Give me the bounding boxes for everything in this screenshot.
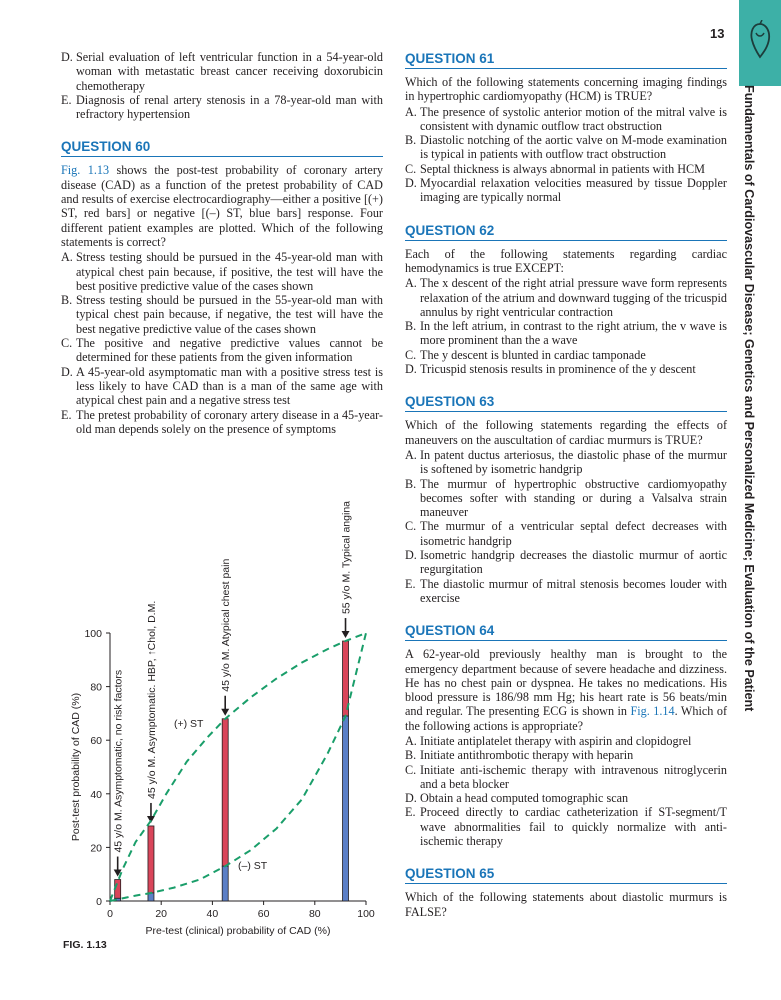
option-c: C. The murmur of a ventricular septal defect decreases with isometric handgrip — [405, 519, 727, 548]
negative-bar — [343, 716, 349, 901]
case-label: 55 y/o M. Typical angina — [340, 500, 353, 615]
case-label: 45 y/o M. Asymptomatic, no risk factors — [112, 669, 125, 853]
option-c: C. The positive and negative predictive values cannot be determined for these patients from the given information — [61, 336, 383, 365]
question-60 — [61, 138, 383, 436]
option-b: B. In the left atrium, in contrast to the right atrium, the v wave is more prominent than the a wave — [405, 319, 727, 348]
option-c: C. Initiate anti-ischemic therapy with intravenous nitroglycerin and a beta blocker — [405, 762, 727, 791]
question-stem: Which of the following statements regarding the effects of maneuvers on the auscultation of cardiac murmurs is TRUE? — [405, 418, 727, 447]
heart-icon — [747, 20, 773, 60]
option-a: A. Initiate antiplatelet therapy with aspirin and clopidogrel — [405, 733, 692, 748]
y-tick-label: 40 — [90, 788, 102, 801]
negative-bar — [222, 866, 228, 901]
case-label: 45 y/o M. Asymptomatic. HBP, ↑Chol, D.M. — [145, 600, 158, 799]
question-stem: Which of the following statements concerning imaging findings in hypertrophic cardiomyopathy (HCM) is TRUE? — [405, 75, 727, 104]
option-d: D. Myocardial relaxation velocities measured by tissue Doppler imaging are typically normal — [405, 176, 727, 205]
positive-st-label: (+) ST — [174, 717, 204, 730]
question-stem: Each of the following statements regarding cardiac hemodynamics is true EXCEPT: — [405, 246, 727, 275]
question-stem: Fig. 1.13 shows the post-test probability of coronary artery disease (CAD) as a function of the pretest probability of CAD and results of exercise electrocardiography—either a positive [(+) ST, red bars] or negative [(–) ST, blue bars] response. Four different patient examples are plotted. Which of the following statements is correct? — [61, 163, 383, 249]
question-61 — [405, 50, 727, 205]
case-arrow-head — [342, 631, 350, 638]
option-d: D. Serial evaluation of left ventricular function in a 54-year-old woman with metastatic breast cancer receiving doxorubicin chemotherapy — [61, 50, 383, 93]
x-tick-label: 0 — [107, 908, 113, 920]
x-axis-label: Pre-test (clinical) probability of CAD (%) — [145, 925, 331, 937]
case-label: 45 y/o M. Atypical chest pain — [220, 558, 233, 692]
option-b: B. Diastolic notching of the aortic valve on M-mode examination is typical in patients with outflow tract obstruction — [405, 133, 727, 162]
running-title: Fundamentals of Cardiovascular Disease; Genetics and Personalized Medicine; Evaluation of the Patient — [742, 85, 756, 712]
question-heading: QUESTION 64 — [405, 622, 727, 641]
option-a: A. The presence of systolic anterior motion of the mitral valve is consistent with dynamic outflow tract obstruction — [405, 104, 727, 133]
negative-st-label: (–) ST — [238, 859, 268, 872]
x-tick-label: 20 — [155, 908, 168, 920]
question-heading: QUESTION 61 — [405, 50, 727, 69]
question-stem: A 62-year-old previously healthy man is brought to the emergency department because of severe headache and dizziness. He has no chest pain or dyspnea. He takes no medications. His blood pressure is 186/98 mm Hg; his heart rate is 56 beats/min and regular. The presenting ECG is shown in Fig. 1.14. Which of the following actions is appropriate? — [405, 647, 728, 733]
figure-link[interactable]: Fig. 1.13 — [61, 163, 110, 178]
question-62 — [405, 222, 727, 377]
option-a: A. Stress testing should be pursued in the 45-year-old man with atypical chest pain because, if positive, the test will have the best positive predictive value of the cases shown — [61, 250, 383, 293]
previous-question-options — [61, 50, 383, 121]
option-b: B. Stress testing should be pursued in the 55-year-old man with typical chest pain because, if negative, the test will have the best negative predictive value of the cases shown — [61, 293, 383, 336]
x-tick-label: 60 — [257, 908, 270, 920]
positive-bar — [222, 719, 228, 866]
option-d: D. Obtain a head computed tomographic scan — [405, 791, 629, 806]
y-axis-label: Post-test probability of CAD (%) — [70, 692, 82, 842]
x-tick-label: 100 — [357, 908, 375, 920]
question-65 — [405, 865, 727, 919]
question-heading: QUESTION 63 — [405, 393, 727, 412]
case-arrow-head — [221, 709, 229, 716]
option-b: B. Initiate antithrombotic therapy with heparin — [405, 748, 634, 763]
y-tick-label: 80 — [90, 681, 102, 694]
question-heading: QUESTION 62 — [405, 222, 727, 241]
figure-label: FIG. 1.13 — [63, 939, 107, 951]
question-stem: Which of the following statements about diastolic murmurs is FALSE? — [405, 890, 727, 919]
question-63 — [405, 393, 727, 605]
positive-bar — [148, 826, 154, 893]
x-tick-label: 80 — [308, 908, 321, 920]
y-tick-label: 0 — [96, 896, 102, 908]
option-d: D. Isometric handgrip decreases the diastolic murmur of aortic regurgitation — [405, 548, 727, 577]
option-d: D. Tricuspid stenosis results in prominence of the y descent — [405, 362, 696, 377]
option-e: E. The pretest probability of coronary artery disease in a 45-year-old man depends solely on the presence of symptoms — [61, 407, 383, 436]
option-c: C. Septal thickness is always abnormal in patients with HCM — [405, 161, 706, 176]
option-a: A. In patent ductus arteriosus, the diastolic phase of the murmur is softened by isometric handgrip — [405, 447, 727, 477]
option-c: C. The y descent is blunted in cardiac tamponade — [405, 347, 646, 362]
x-tick-label: 40 — [206, 908, 219, 920]
option-e: E. The diastolic murmur of mitral stenosis becomes louder with exercise — [405, 576, 727, 605]
option-e: E. Diagnosis of renal artery stenosis in a 78-year-old man with refractory hypertension — [61, 92, 383, 122]
question-heading: QUESTION 60 — [61, 138, 383, 157]
figure-link[interactable]: Fig. 1.14 — [630, 704, 675, 719]
question-64 — [405, 622, 727, 848]
y-tick-label: 20 — [90, 842, 102, 855]
y-tick-label: 100 — [84, 628, 102, 640]
option-b: B. The murmur of hypertrophic obstructive cardiomyopathy becomes softer with standing or during a Valsalva strain maneuver — [405, 476, 727, 520]
page-number: 13 — [710, 26, 725, 41]
question-heading: QUESTION 65 — [405, 865, 727, 884]
option-e: E. Proceed directly to cardiac catheterization if ST-segment/T wave abnormalities fail to quickly normalize with anti-ischemic therapy — [405, 805, 727, 849]
right-column — [405, 50, 727, 936]
left-column — [61, 50, 383, 453]
option-a: A. The x descent of the right atrial pressure wave form represents relaxation of the atrium and downward tugging of the tricuspid annulus by right ventricular contraction — [405, 276, 727, 319]
option-d: D. A 45-year-old asymptomatic man with a positive stress test is less likely to have CAD than is a man of the same age with atypical chest pain and a negative stress test — [61, 364, 383, 408]
figure-1-13-chart — [61, 495, 381, 940]
y-tick-label: 60 — [90, 735, 102, 748]
